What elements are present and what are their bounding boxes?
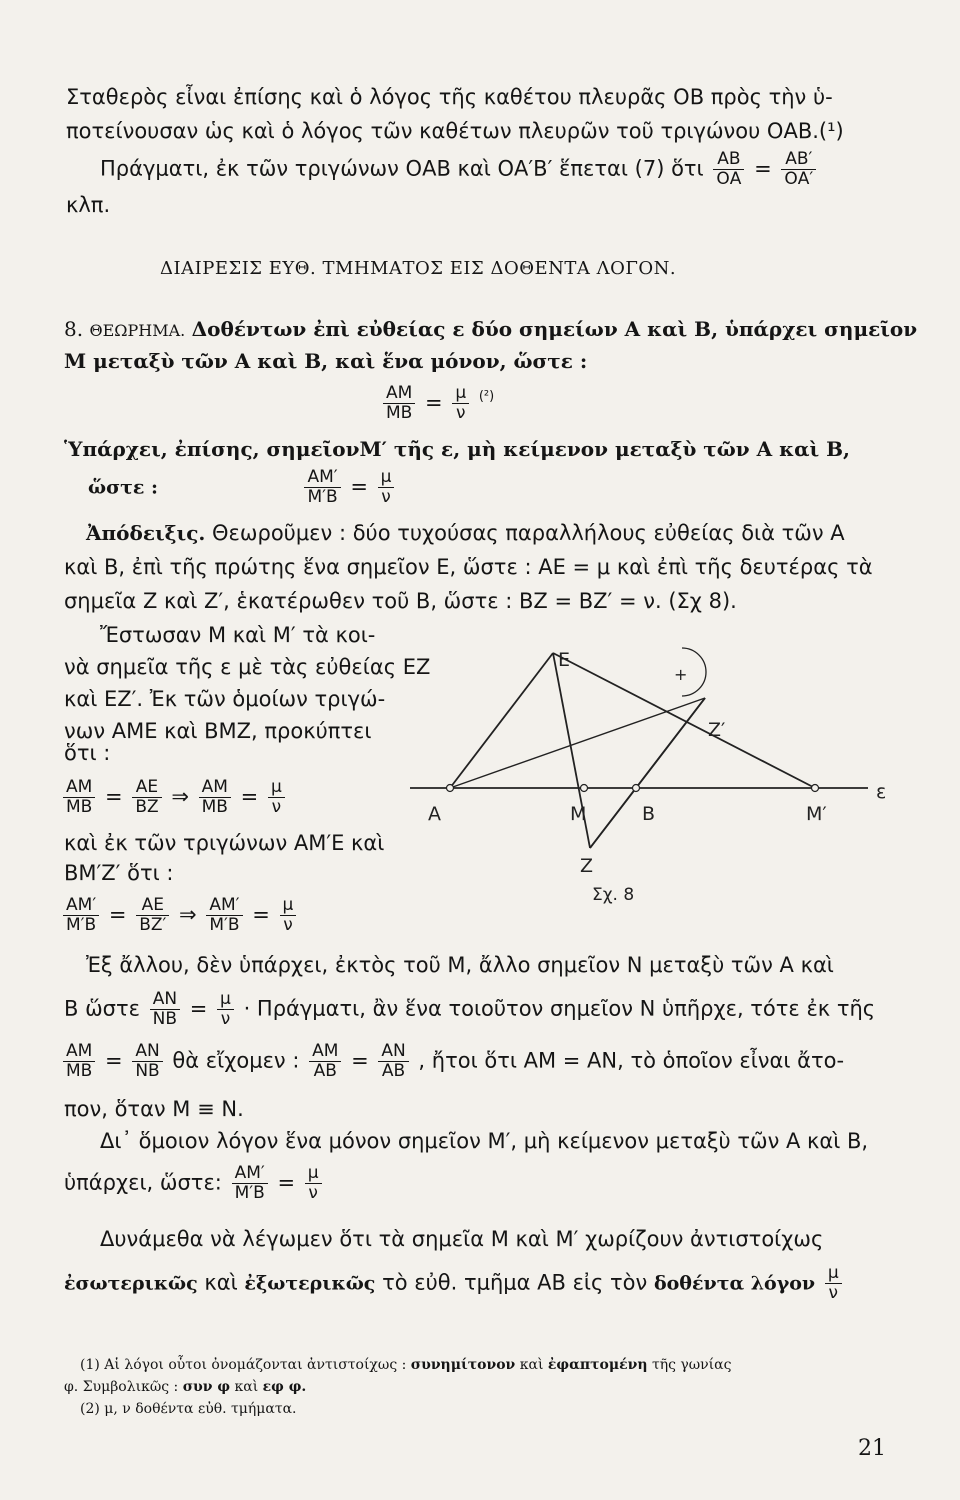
fraction-mu-nu [825,1264,842,1303]
label-zp: Ζ′ [708,719,726,741]
text-fragment: τὸ εὐθ. τμῆμα ΑΒ εἰς τὸν [382,1270,648,1295]
numerator: ΑΝ [378,1042,408,1062]
footnote-emphasis: ἐφαπτομένη [547,1357,648,1373]
footnote-2: (2) μ, ν δοθέντα εὐθ. τμήματα. [80,1401,297,1417]
text-fragment: θὰ εἴχομεν : [172,1048,300,1073]
text-line [86,520,845,546]
point-a [447,785,454,792]
numerator: ΑΜ [63,778,95,798]
formula-ampe [60,896,299,935]
numerator: ΑΒ′ [781,150,816,170]
text-line: σημεῖα Ζ καὶ Ζ′, ἑκατέρωθεν τοῦ Β, ὥστε : ΒΖ = ΒΖ′ = ν. (Σχ 8). [64,589,737,613]
equals-sign: = [105,784,123,809]
section-heading: ΔΙΑΙΡΕΣΙΣ ΕΥΘ. ΤΜΗΜΑΤΟΣ ΕΙΣ ΔΟΘΕΝΤΑ ΛΟΓΟΝ. [160,258,677,279]
text-line [60,1042,844,1081]
text-line [100,150,819,189]
point-mp [812,785,819,792]
denominator: ν [455,403,466,423]
text-line: Δι᾽ ὅμοιον λόγον ἕνα μόνον σημεῖον Μ′, μὴ κείμενον μεταξὺ τῶν Α καὶ Β, [100,1129,869,1153]
formula-amp-mpb [88,468,397,507]
fraction-am-mb [383,384,415,423]
denominator: ν [283,915,293,935]
line-z-zp [590,698,705,848]
numerator: ΑΜ [309,1042,341,1062]
fraction-abp-oap [781,150,816,189]
text-line: Ἐξ ἄλλου, δὲν ὑπάρχει, ἐκτὸς τοῦ Μ, ἄλλο σημεῖον Ν μεταξὺ τῶν Α καὶ [86,953,834,977]
denominator: ΑΒ [313,1061,337,1081]
denominator: ΜΒ [201,797,228,817]
emphasis-text: ἐξωτερικῶς [244,1272,376,1295]
text-fragment: , ἤτοι ὅτι ΑΜ = ΑΝ, τὸ ὁποῖον εἶναι ἄτο- [418,1048,845,1073]
equals-sign: = [754,156,772,181]
numerator: ΑΝ [132,1042,162,1062]
footnote-emphasis: εφ φ. [262,1379,307,1395]
equals-sign: = [425,390,443,415]
text-line: ΒΜ′Ζ′ ὅτι : [64,861,174,885]
numerator: ΑΒ [713,150,744,170]
text-line: πον, ὅταν Μ ≡ Ν. [64,1097,244,1121]
text-fragment: ὥστε : [88,476,159,499]
page-number: 21 [858,1436,886,1461]
emphasis-text: ἐσωτερικῶς [64,1272,198,1295]
text-line: κλπ. [66,193,111,217]
text-line: Ἔστωσαν Μ καὶ Μ′ τὰ κοι- [100,623,376,647]
text-line: καὶ Β, ἐπὶ τῆς πρώτης ἕνα σημεῖον Ε, ὥστε : ΑΕ = μ καὶ ἐπὶ τῆς δευτέρας τὰ [64,555,873,579]
denominator: ν [308,1183,318,1203]
plus-mark: + [674,665,688,684]
footnote-1 [80,1356,731,1374]
theorem-text: Δοθέντων ἐπὶ εὐθείας ε δύο σημείων Α καὶ Β, ὑπάρχει σημεῖον [191,317,918,341]
label-mp: Μ′ [806,803,827,825]
footnote-emphasis: συν φ [182,1379,231,1395]
fraction-amp-mpb [232,1164,268,1203]
fraction-an-ab [378,1042,408,1081]
denominator: ΜΒ [66,1061,93,1081]
numerator: ΑΜ [199,778,231,798]
text-line [64,1264,845,1303]
text-line: Σταθερὸς εἶναι ἐπίσης καὶ ὁ λόγος τῆς καθέτου πλευρᾶς ΟΒ πρὸς τὴν ὑ- [66,85,833,109]
text-line: ὅτι : [64,741,111,765]
label-e: Ε [558,649,571,671]
text-line: καὶ ΕΖ′. Ἐκ τῶν ὁμοίων τριγώ- [64,687,386,711]
denominator: ΑΒ [381,1061,406,1081]
denominator: ν [271,797,282,817]
equals-sign: = [350,474,368,499]
fraction-mu-nu [268,778,285,817]
text-line: νων ΑΜΕ καὶ ΒΜΖ, προκύπτει [64,719,372,743]
text-fragment: Β ὥστε [64,996,140,1021]
numerator: ΑΜ [383,384,415,404]
text-fragment: · Πράγματι, ἂν ἕνα τοιοῦτον σημεῖον Ν ὑπῆρχε, τότε ἐκ τῆς [243,996,876,1021]
denominator: ΜΒ [386,403,413,423]
fraction-am-mb [63,778,95,817]
numerator: ΑΕ [136,896,169,916]
numerator: μ [268,778,285,798]
numerator: ΑΜ′ [304,468,340,488]
footnote-text: (1) Αἱ λόγοι οὗτοι ὀνομάζονται ἀντιστοίχως : [80,1357,407,1373]
numerator: ΑΝ [150,990,180,1010]
text-fragment: ὑπάρχει, ὥστε: [64,1170,222,1195]
denominator: Μ′Β [234,1183,265,1203]
numerator: μ [305,1164,322,1184]
denominator: ΒΖ′ [139,915,167,935]
denominator: Μ′Β [209,915,240,935]
text-line: Δυνάμεθα νὰ λέγωμεν ὅτι τὰ σημεῖα Μ καὶ Μ′ χωρίζουν ἀντιστοίχως [100,1227,824,1251]
formula-am-mb [380,384,494,423]
line-a-zp [450,698,705,788]
equals-sign: = [108,902,127,927]
fraction-amp-mpb [206,896,242,935]
footnote-text: καὶ [234,1379,259,1395]
fraction-an-nb [132,1042,162,1081]
denominator: ΒΖ [135,797,159,817]
label-epsilon: ε [876,781,887,803]
footnote-text: φ. Συμβολικῶς : [64,1379,179,1395]
theorem-line: Ὑπάρχει, ἐπίσης, σημεῖονΜ′ τῆς ε, μὴ κείμενον μεταξὺ τῶν Α καὶ Β, [64,437,850,461]
formula-ame [60,778,288,817]
point-b [633,785,640,792]
footnote-emphasis: συνημίτονον [410,1357,516,1373]
numerator: ΑΜ′ [63,896,99,916]
numerator: μ [217,990,234,1010]
fraction-mu-nu [452,384,469,423]
point-m [581,785,588,792]
fraction-amp-mpb [63,896,99,935]
numerator: ΑΕ [132,778,161,798]
footnote-ref: (²) [478,389,495,404]
text-line [64,990,875,1029]
denominator: ν [381,487,391,507]
denominator: ν [828,1283,838,1303]
fraction-am-mb [63,1042,95,1081]
denominator: ΝΒ [135,1061,160,1081]
numerator: ΑΜ′ [206,896,242,916]
figure-8 [410,636,900,906]
equals-sign: = [351,1048,369,1073]
fraction-ab-oa [713,150,744,189]
fraction-ae-bz [132,778,161,817]
fraction-ae-bzp [136,896,169,935]
equals-sign: = [189,996,208,1021]
implies-arrow: ⇒ [171,784,189,809]
footnote-text: τῆς γωνίας [651,1357,732,1373]
denominator: Μ′Β [66,915,97,935]
footnote-1-cont [64,1378,306,1396]
theorem-number: 8. [64,317,84,341]
theorem-line: Μ μεταξὺ τῶν Α καὶ Β, καὶ ἕνα μόνον, ὥστε : [64,349,588,373]
emphasis-text: δοθέντα λόγον [653,1272,816,1295]
text-fragment: καὶ [204,1270,238,1295]
text-line: καὶ ἐκ τῶν τριγώνων ΑΜ′Ε καὶ [64,831,385,855]
equals-sign: = [105,1048,123,1073]
equals-sign: = [252,902,270,927]
proof-label: Ἀπόδειξις. [86,521,206,545]
text-fragment: Πράγματι, ἐκ τῶν τριγώνων ΟΑΒ καὶ ΟΑ′Β′ ἕπεται (7) ὅτι [100,156,704,181]
label-m: Μ [570,803,587,825]
denominator: ΟΑ′ [784,169,814,189]
text-line: ποτείνουσαν ὡς καὶ ὁ λόγος τῶν καθέτων πλευρῶν τοῦ τριγώνου ΟΑΒ.(¹) [66,119,844,143]
text-fragment: Θεωροῦμεν : δύο τυχούσας παραλλήλους εὐθείας διὰ τῶν Α [212,521,845,545]
fraction-mu-nu [305,1164,322,1203]
numerator: ΑΜ [63,1042,95,1062]
fraction-amp-mpb [304,468,340,507]
text-line: νὰ σημεῖα τῆς ε μὲ τὰς εὐθείας ΕΖ [64,655,431,679]
line-a-e [450,653,553,788]
numerator: ΑΜ′ [232,1164,268,1184]
denominator: ΜΒ [66,797,93,817]
fraction-mu-nu [217,990,234,1029]
label-a: Α [428,803,441,825]
theorem-label: ΘΕΩΡΗΜΑ. [89,321,186,340]
theorem-line [64,316,917,344]
fraction-am-ab [309,1042,341,1081]
denominator: ΝΒ [152,1009,178,1029]
equals-sign: = [277,1170,296,1195]
fraction-mu-nu [378,468,395,507]
denominator: ΟΑ [716,169,742,189]
fraction-an-nb [150,990,180,1029]
figure-caption: Σχ. 8 [592,885,635,905]
fraction-mu-nu [280,896,297,935]
denominator: Μ′Β [307,487,338,507]
numerator: μ [825,1264,842,1284]
fraction-am-mb [199,778,231,817]
numerator: μ [452,384,469,404]
denominator: ν [220,1009,231,1029]
label-b: Β [642,803,656,825]
label-z: Ζ [580,855,594,877]
equals-sign: = [240,784,259,809]
implies-arrow: ⇒ [179,902,197,927]
numerator: μ [280,896,297,916]
text-line [64,1164,325,1203]
footnote-text: καὶ [519,1357,544,1373]
numerator: μ [378,468,395,488]
